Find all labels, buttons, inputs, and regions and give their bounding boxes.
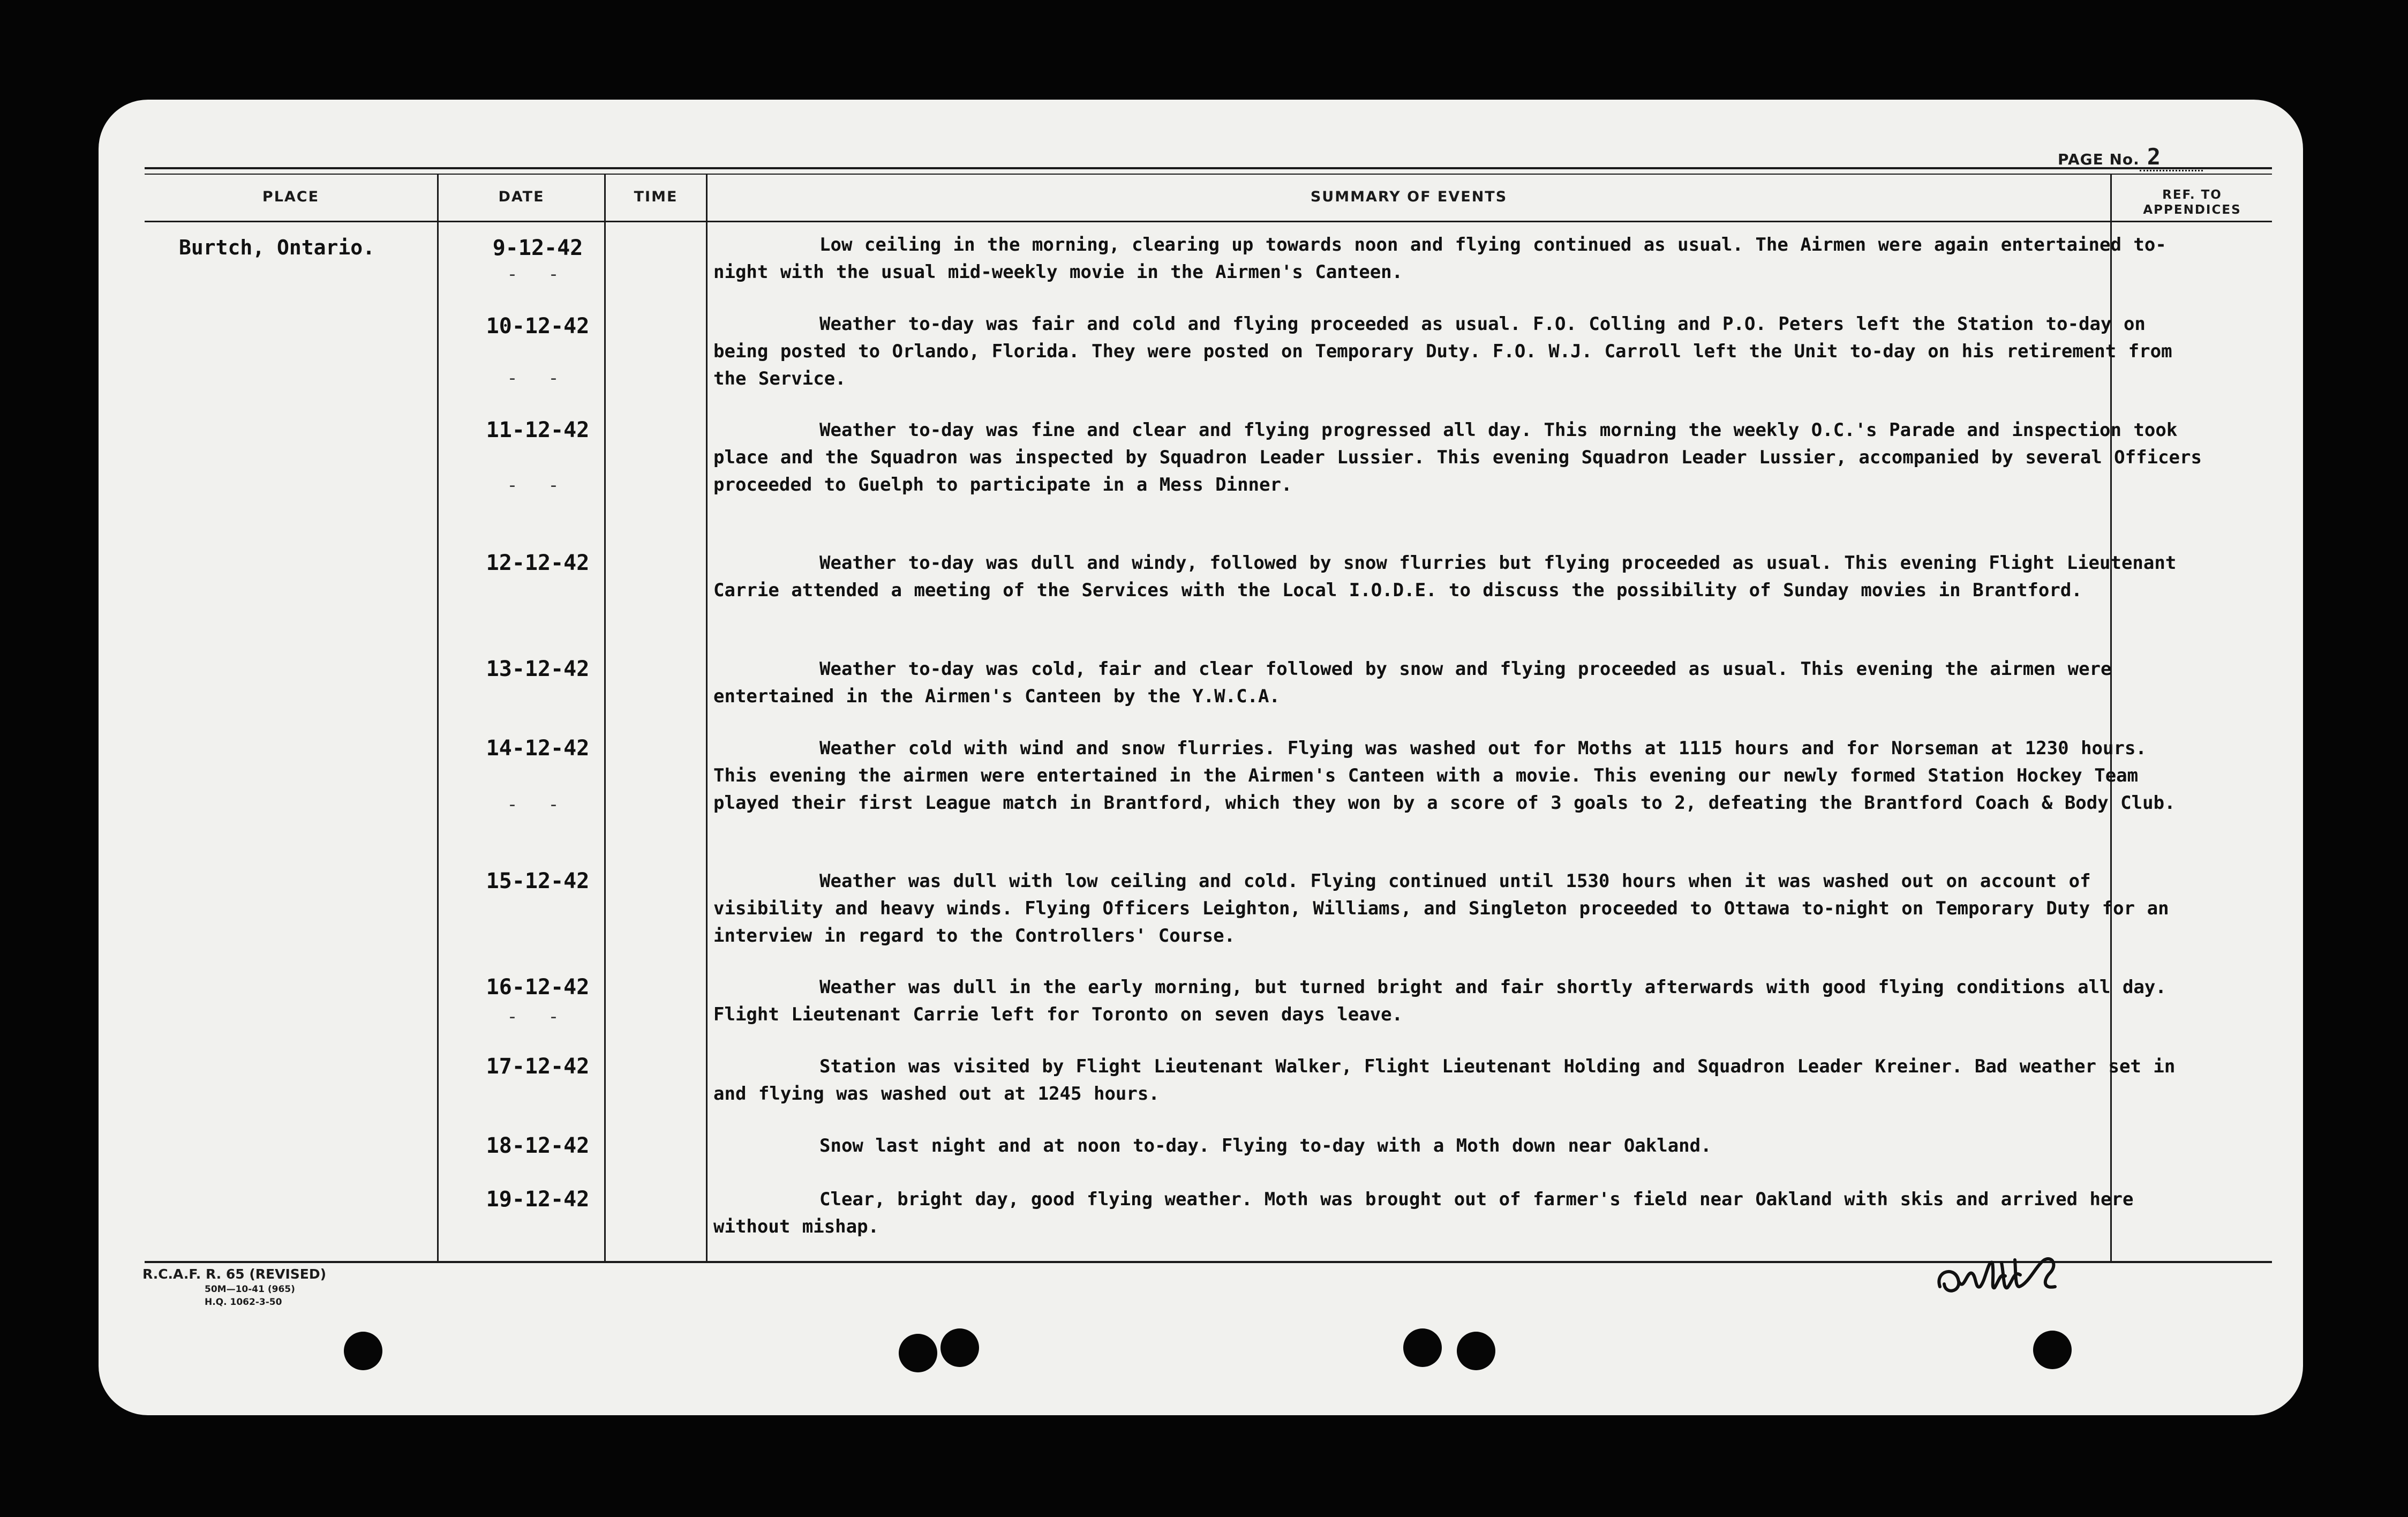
top-rule-thin	[145, 174, 2272, 175]
date-dash-mark: - -	[507, 1006, 569, 1027]
entry-date: 11-12-42	[486, 418, 590, 442]
event-summary: Weather to-day was fair and cold and flying proceeded as usual. F.O. Colling and P.O. Peters left the Station to-day on being posted to Orlando, Florida. They were posted on Temporary Duty. F.O. W.J. Carroll left the Unit to-day on his retirement from the Service.	[713, 313, 2172, 389]
entry-date: 17-12-42	[486, 1054, 590, 1079]
form-reference	[142, 1266, 326, 1308]
form-print-code: 50M—10-41 (965)	[205, 1284, 295, 1295]
punch-hole	[899, 1334, 937, 1372]
page-number	[2058, 144, 2203, 171]
page-number-label: PAGE No.	[2058, 151, 2140, 168]
date-dash-mark: - -	[507, 475, 569, 496]
event-summary: Weather to-day was cold, fair and clear followed by snow and flying proceeded as usual. This evening the airmen were entertained in the Airmen's Canteen by the Y.W.C.A.	[713, 658, 2112, 707]
event-summary: Snow last night and at noon to-day. Flying to-day with a Moth down near Oakland.	[819, 1135, 1712, 1156]
header-bottom-rule	[145, 221, 2272, 222]
entry-date: 13-12-42	[486, 657, 590, 681]
punch-hole	[1403, 1328, 1442, 1367]
column-header-ref-appendices: REF. TO APPENDICES	[2143, 188, 2241, 217]
event-summary: Low ceiling in the morning, clearing up towards noon and flying continued as usual. The Airmen were again entertained to-night with the usual mid-weekly movie in the Airmen's Canteen.	[713, 234, 2166, 283]
form-hq-code: H.Q. 1062-3-50	[205, 1297, 282, 1308]
entry-date: 19-12-42	[486, 1187, 590, 1212]
punch-hole	[1457, 1332, 1495, 1370]
column-header-place: PLACE	[262, 189, 320, 205]
event-summary: Clear, bright day, good flying weather. Moth was brought out of farmer's field near Oakland with skis and arrived here without mishap.	[713, 1189, 2134, 1237]
event-summary: Weather was dull in the early morning, but turned bright and fair shortly afterwards with good flying conditions all day. Flight Lieutenant Carrie left for Toronto on seven days leave.	[713, 977, 2166, 1025]
col-divider-time-summary	[706, 175, 708, 1262]
date-dash-mark: - -	[507, 794, 569, 815]
punch-hole	[2033, 1331, 2072, 1369]
column-header-date: DATE	[498, 189, 545, 205]
entry-date: 18-12-42	[486, 1133, 590, 1158]
event-summary: Weather to-day was fine and clear and flying progressed all day. This morning the weekly O.C.'s Parade and inspection took place and the Squadron was inspected by Squadron Leader Lussier. This evening Squadron Leader Lussier, accompanied by several Officers proceeded to Guelph to participate in a Mess Dinner.	[713, 419, 2202, 495]
event-summary: Station was visited by Flight Lieutenant Walker, Flight Lieutenant Holding and Squadron Leader Kreiner. Bad weather set in and flying was washed out at 1245 hours.	[713, 1056, 2176, 1105]
column-header-time: TIME	[634, 189, 678, 205]
event-summary: Weather was dull with low ceiling and cold. Flying continued until 1530 hours when it was washed out on account of visibility and heavy winds. Flying Officers Leighton, Williams, and Singleton proceeded to Ottawa to-night on Temporary Duty for an interview in regard to the Controllers' Course.	[713, 870, 2169, 947]
column-header-summary: SUMMARY OF EVENTS	[1310, 189, 1508, 205]
entry-date: 10-12-42	[486, 314, 590, 339]
col-divider-place-date	[437, 175, 439, 1262]
entry-date: 14-12-42	[486, 736, 590, 761]
event-summary: Weather to-day was dull and windy, followed by snow flurries but flying proceeded as usual. This evening Flight Lieutenant Carrie attended a meeting of the Services with the Local I.O.D.E. to discuss the possibility of Sunday movies in Brantford.	[713, 552, 2177, 601]
form-number: R.C.A.F. R. 65 (REVISED)	[142, 1266, 327, 1282]
diary-card	[99, 100, 2303, 1415]
signature-initials	[1935, 1244, 2079, 1303]
date-dash-mark: - -	[507, 264, 569, 285]
page-number-value: 2	[2140, 144, 2203, 171]
entry-date: 16-12-42	[486, 975, 590, 1000]
top-rule	[145, 167, 2272, 169]
punch-hole	[940, 1328, 979, 1367]
entry-date: 15-12-42	[486, 869, 590, 893]
entry-date: 9-12-42	[492, 236, 583, 260]
place-entry: Burtch, Ontario.	[179, 236, 375, 259]
date-dash-mark: - -	[507, 367, 569, 389]
punch-hole	[344, 1332, 382, 1370]
entry-date: 12-12-42	[486, 551, 590, 575]
event-summary: Weather cold with wind and snow flurries. Flying was washed out for Moths at 1115 hours and for Norseman at 1230 hours. This evening the airmen were entertained in the Airmen's Canteen with a movie. This evening our newly formed Station Hockey Team played their first League match in Brantford, which they won by a score of 3 goals to 2, defeating the Brantford Coach & Body Club.	[713, 738, 2176, 814]
